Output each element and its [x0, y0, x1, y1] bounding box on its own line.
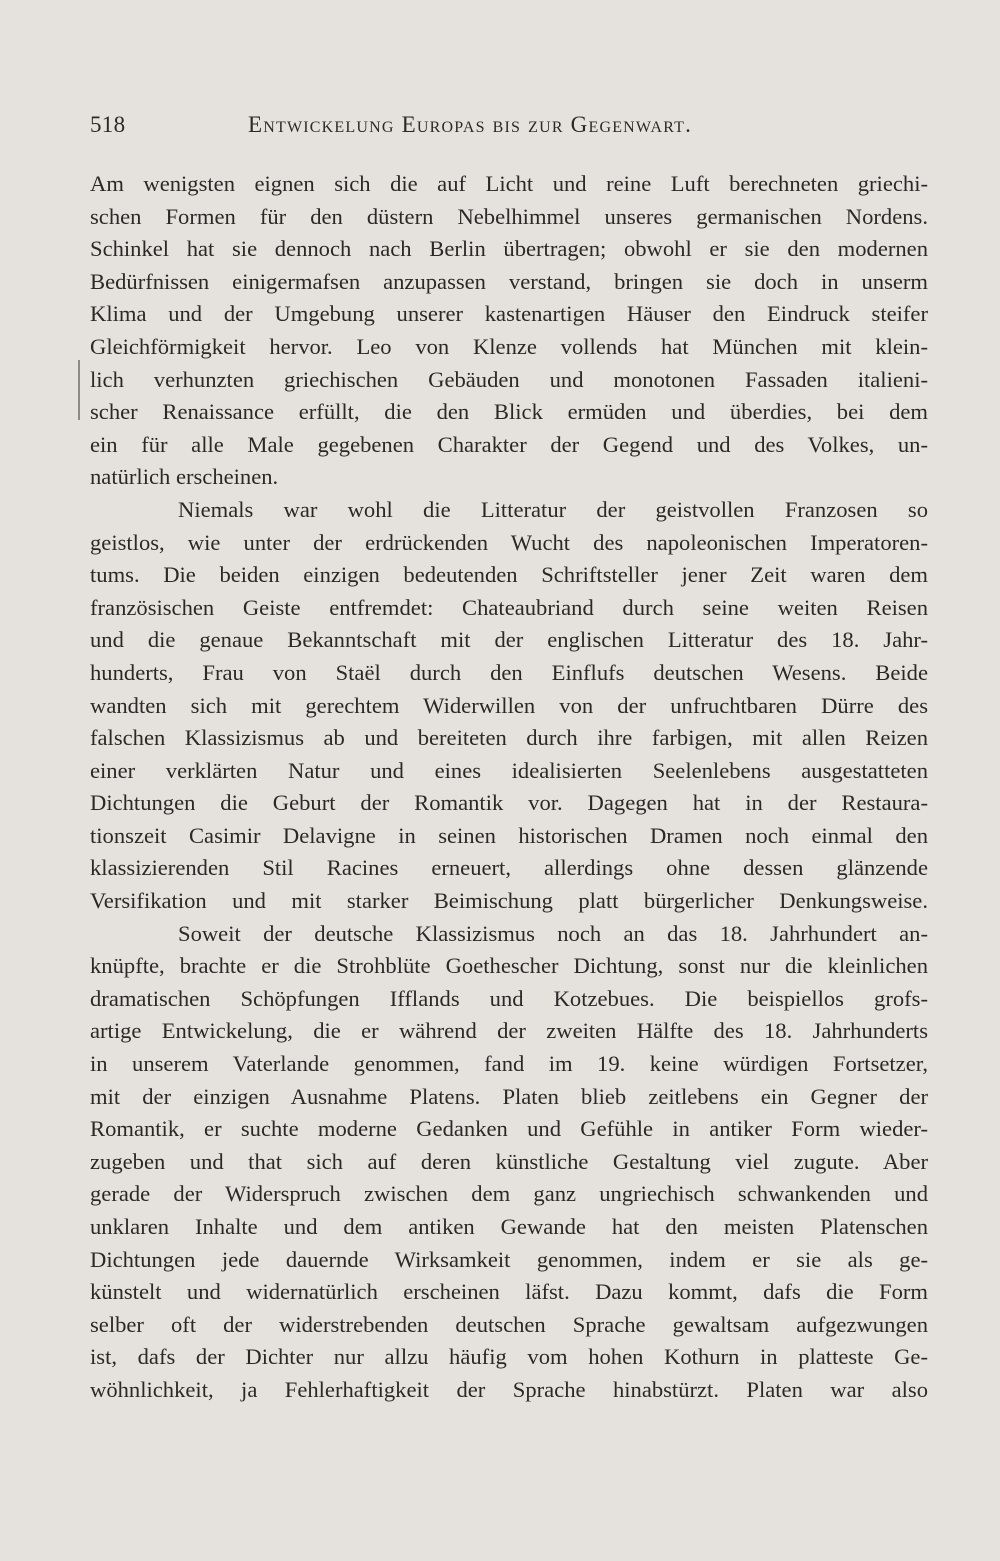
text-line: einer verklärten Natur und eines idealisierten Seelenlebens ausgestatteten — [90, 757, 928, 783]
text-line: selber oft der widerstrebenden deutschen Sprache gewaltsam aufgezwungen — [90, 1311, 928, 1337]
text-line: Dichtungen jede dauernde Wirksamkeit genommen, indem er sie als ge- — [90, 1246, 928, 1272]
text-line: geistlos, wie unter der erdrückenden Wucht des napoleonischen Imperatoren- — [90, 529, 928, 555]
text-line: Gleichförmigkeit hervor. Leo von Klenze vollends hat München mit klein- — [90, 333, 928, 359]
margin-pencil-mark — [78, 360, 80, 420]
text-line: natürlich erscheinen. — [90, 464, 279, 490]
text-line: dramatischen Schöpfungen Ifflands und Kotzebues. Die beispiellos grofs- — [90, 985, 928, 1011]
text-line: Klima und der Umgebung unserer kastenartigen Häuser den Eindruck steifer — [90, 301, 928, 327]
text-line: unklaren Inhalte und dem antiken Gewande hat den meisten Platenschen — [90, 1214, 928, 1239]
text-line: Versifikation und mit starker Beimischung platt bürgerlicher Denkungsweise. — [90, 888, 928, 914]
text-line: künstelt und widernatürlich erscheinen läfst. Dazu kommt, dafs die Form — [90, 1279, 928, 1305]
text-line: Romantik, er suchte moderne Gedanken und Gefühle in antiker Form wieder- — [90, 1116, 928, 1142]
paragraph-start-line: Soweit der deutsche Klassizismus noch an das 18. Jahrhundert an- — [178, 920, 928, 946]
text-line: Bedürfnissen einigermafsen anzupassen verstand, bringen sie doch in unserm — [90, 268, 928, 294]
paragraph-start-line: Niemals war wohl die Litteratur der geistvollen Franzosen so — [178, 496, 928, 522]
text-line: und die genaue Bekanntschaft mit der englischen Litteratur des 18. Jahr- — [90, 627, 928, 653]
text-line: französischen Geiste entfremdet: Chateaubriand durch seine weiten Reisen — [90, 594, 928, 620]
page-number: 518 — [90, 112, 126, 137]
text-line: tionszeit Casimir Delavigne in seinen historischen Dramen noch einmal den — [90, 822, 928, 848]
text-line: mit der einzigen Ausnahme Platens. Platen blieb zeitlebens ein Gegner der — [90, 1083, 928, 1109]
text-line: Schinkel hat sie dennoch nach Berlin übertragen; obwohl er sie den modernen — [90, 236, 928, 262]
text-line: scher Renaissance erfüllt, die den Blick ermüden und überdies, bei dem — [90, 399, 928, 425]
text-line: falschen Klassizismus ab und bereiteten durch ihre farbigen, mit allen Reizen — [90, 725, 928, 751]
text-line: knüpfte, brachte er die Strohblüte Goethescher Dichtung, sonst nur die kleinlichen — [90, 953, 928, 979]
text-line: klassizierenden Stil Racines erneuert, allerdings ohne dessen glänzende — [90, 855, 928, 881]
text-line: tums. Die beiden einzigen bedeutenden Schriftsteller jener Zeit waren dem — [90, 562, 928, 588]
text-line: ist, dafs der Dichter nur allzu häufig vom hohen Kothurn in platteste Ge- — [90, 1344, 928, 1370]
page-header — [90, 112, 930, 146]
body-text — [90, 168, 928, 1407]
text-line: Dichtungen die Geburt der Romantik vor. Dagegen hat in der Restaura- — [90, 790, 928, 816]
text-line: wandten sich mit gerechtem Widerwillen von der unfruchtbaren Dürre des — [90, 692, 928, 718]
text-line: in unserem Vaterlande genommen, fand im 19. keine würdigen Fortsetzer, — [90, 1051, 928, 1077]
text-line: Am wenigsten eignen sich die auf Licht und reine Luft berechneten griechi- — [90, 171, 928, 196]
text-line: gerade der Widerspruch zwischen dem ganz ungriechisch schwankenden und — [90, 1181, 928, 1207]
text-line: ein für alle Male gegebenen Charakter der Gegend und des Volkes, un- — [90, 431, 928, 457]
text-line: zugeben und that sich auf deren künstliche Gestaltung viel zugute. Aber — [90, 1148, 928, 1174]
text-line: lich verhunzten griechischen Gebäuden und monotonen Fassaden italieni- — [90, 366, 928, 392]
text-line: hunderts, Frau von Staël durch den Einflufs deutschen Wesens. Beide — [90, 659, 928, 685]
text-line: artige Entwickelung, die er während der zweiten Hälfte des 18. Jahrhunderts — [90, 1018, 928, 1044]
text-line: wöhnlichkeit, ja Fehlerhaftigkeit der Sprache hinabstürzt. Platen war also — [90, 1376, 928, 1402]
text-line: schen Formen für den düstern Nebelhimmel unseres germanischen Nordens. — [90, 203, 928, 229]
running-head: Entwickelung Europas bis zur Gegenwart. — [248, 112, 693, 137]
